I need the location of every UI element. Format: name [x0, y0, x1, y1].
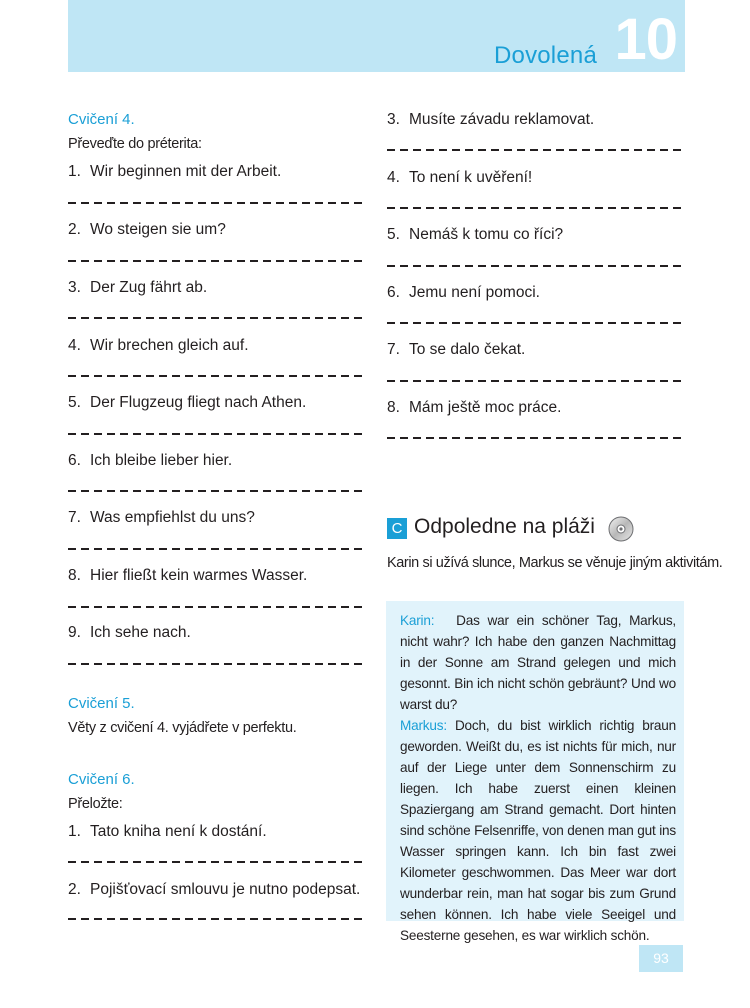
exercise-6-item-7: 7. To se dalo čekat. [387, 341, 526, 358]
answer-line[interactable] [68, 433, 362, 435]
page-number: 93 [639, 945, 683, 972]
answer-line[interactable] [68, 606, 362, 608]
dialog-text [400, 610, 676, 946]
answer-line[interactable] [387, 207, 681, 209]
exercise-6-item-6: 6. Jemu není pomoci. [387, 284, 540, 301]
section-subtitle: Karin si užívá slunce, Markus se věnuje jiným aktivitám. [387, 555, 723, 571]
answer-line[interactable] [68, 663, 362, 665]
exercise-4-item-7: 7. Was empfiehlst du uns? [68, 509, 255, 526]
exercise-6-item-1: 1. Tato kniha není k dostání. [68, 823, 267, 840]
answer-line[interactable] [68, 260, 362, 262]
exercise-6-title: Cvičení 6. [68, 771, 135, 788]
cd-icon[interactable] [608, 516, 634, 542]
exercise-4-item-3: 3. Der Zug fährt ab. [68, 279, 208, 296]
exercise-4-item-8: 8. Hier fließt kein warmes Wasser. [68, 567, 308, 584]
exercise-6-item-4: 4. To není k uvěření! [387, 169, 533, 186]
exercise-4-item-5: 5. Der Flugzeug fliegt nach Athen. [68, 394, 307, 411]
answer-line[interactable] [387, 437, 681, 439]
exercise-6-item-8: 8. Mám ještě moc práce. [387, 399, 562, 416]
exercise-4-item-4: 4. Wir brechen gleich auf. [68, 337, 249, 354]
exercise-6-item-3: 3. Musíte závadu reklamovat. [387, 111, 595, 128]
exercise-5-instruction: Věty z cvičení 4. vyjádřete v perfektu. [68, 720, 297, 736]
answer-line[interactable] [68, 202, 362, 204]
answer-line[interactable] [68, 317, 362, 319]
exercise-4-item-1: 1. Wir beginnen mit der Arbeit. [68, 163, 282, 180]
answer-line[interactable] [387, 265, 681, 267]
exercise-4-item-6: 6. Ich bleibe lieber hier. [68, 452, 233, 469]
answer-line[interactable] [68, 548, 362, 550]
exercise-6-item-2: 2. Pojišťovací smlouvu je nutno podepsat. [68, 881, 361, 898]
answer-line[interactable] [68, 861, 362, 863]
exercise-4-item-9: 9. Ich sehe nach. [68, 624, 191, 641]
answer-line[interactable] [387, 322, 681, 324]
answer-line[interactable] [387, 149, 681, 151]
chapter-header [68, 0, 685, 72]
speaker-karin: Karin: [400, 613, 435, 628]
answer-line[interactable] [68, 375, 362, 377]
answer-line[interactable] [68, 490, 362, 492]
section-title: Odpoledne na pláži [414, 515, 595, 538]
exercise-4-title: Cvičení 4. [68, 111, 135, 128]
exercise-4-item-2: 2. Wo steigen sie um? [68, 221, 226, 238]
chapter-number: 10 [614, 7, 677, 72]
section-badge: C [387, 518, 407, 539]
exercise-6-item-5: 5. Nemáš k tomu co říci? [387, 226, 564, 243]
exercise-4-instruction: Převeďte do préterita: [68, 136, 202, 152]
dialog-line-karin: Das war ein schöner Tag, Markus, nicht wahr? Ich habe den ganzen Nachmittag in der Sonne am Strand gelegen und mich gesonnt. Bin ich nicht schön gebräunt? Und wo warst du? [400, 613, 677, 712]
exercise-5-title: Cvičení 5. [68, 695, 135, 712]
answer-line[interactable] [68, 918, 362, 920]
dialog-line-markus: Doch, du bist wirklich richtig braun geworden. Weißt du, es ist nichts für mich, nur auf der Liege unter dem Sonnenschirm zu liegen. Ich habe zuerst einen kleinen Spaziergang am Strand gemacht. Dort hinten sind schöne Felsenriffe, von denen man gut ins Wasser springen kann. Ich bin fast zwei Kilometer geschwommen. Das Meer war dort wunderbar rein, man hat sogar bis zum Grund sehen können. Ich habe viele Seeigel und Seesterne gesehen, es war wirklich schön. [400, 718, 676, 943]
answer-line[interactable] [387, 380, 681, 382]
speaker-markus: Markus: [400, 718, 447, 733]
exercise-6-instruction: Přeložte: [68, 796, 123, 812]
chapter-title: Dovolená [493, 42, 597, 69]
